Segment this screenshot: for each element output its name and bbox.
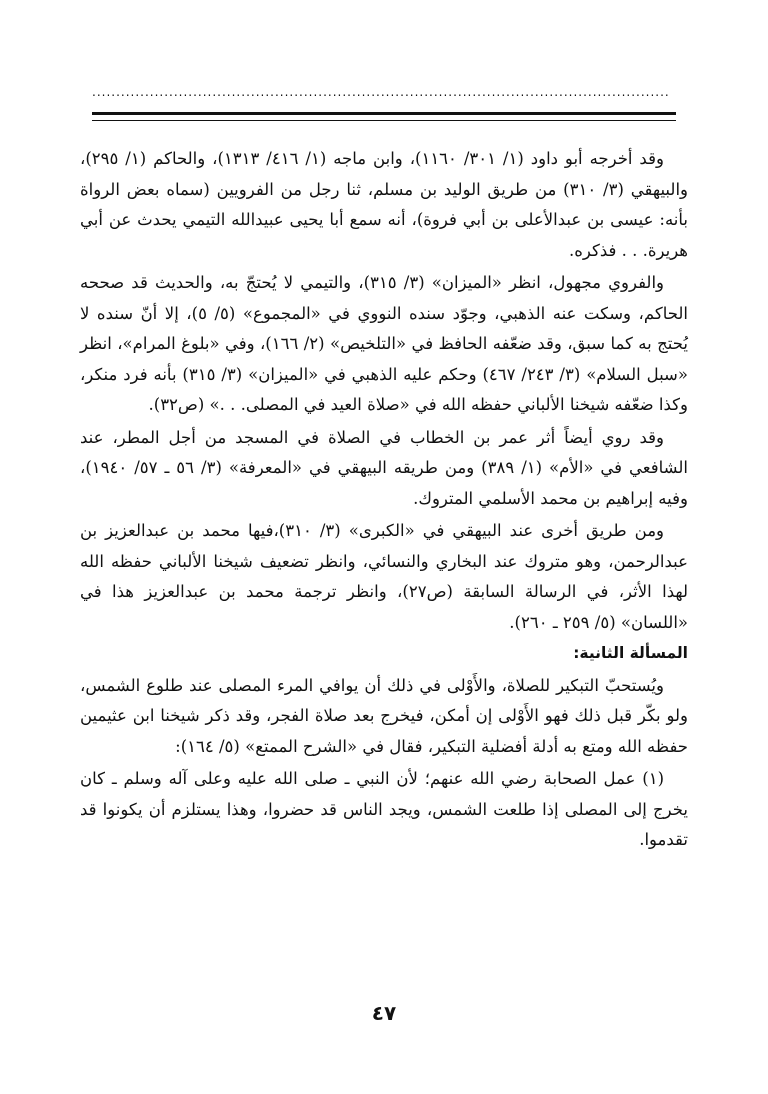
paragraph-5: ويُستحبّ التبكير للصلاة، والأَوْلى في ذلك أن يوافي المرء المصلى عند طلوع الشمس، ولو بكّر قبل ذلك فهو الأَوْلى إن أمكن، فيخرج بعد صلاة الفجر، وقد ذكر شيخنا ابن عثيمين حفظه الله ومتع به أدلة أفضلية التبكير، فقال في «الشرح الممتع» (٥/ ١٦٤): xyxy=(80,675,688,756)
paragraph-3: وقد روي أيضاً أثر عمر بن الخطاب في الصلاة في المسجد من أجل المطر، عند الشافعي في «الأم» (١/ ٣٨٩) ومن طريقه البيهقي في «المعرفة» (٣/ ٥٦ ـ ٥٧/ ١٩٤٠)، وفيه إبراهيم بن محمد الأسلمي المتروك. xyxy=(80,427,689,508)
header-thick-rule xyxy=(92,112,676,115)
paragraph-1: وقد أخرجه أبو داود (١/ ٣٠١/ ١١٦٠)، وابن ماجه (١/ ٤١٦/ ١٣١٣)، والحاكم (١/ ٢٩٥)، والبيهقي (٣/ ٣١٠) من طريق الوليد بن مسلم، ثنا رجل من الفرويين (سماه بعض الرواة بأنه: عيسى بن عبدالأعلى بن أبي فروة)، أنه سمع أبا يحيى عبيدالله التيمي يحدث عن أبي هريرة. . . فذكره. xyxy=(80,149,688,260)
header-dotted-line: ........................................................................................................................ xyxy=(92,86,670,98)
header-thin-rule xyxy=(92,120,676,121)
paragraph-4: ومن طريق أخرى عند البيهقي في «الكبرى» (٣/ ٣١٠)،فيها محمد بن عبدالعزيز بن عبدالرحمن، وهو متروك عند البخاري والنسائي، وانظر تضعيف شيخنا الألباني حفظه الله لهذا الأثر، في الرسالة السابقة (ص٢٧)، وانظر ترجمة محمد بن عبدالعزيز هذا في «اللسان» (٥/ ٢٥٩ ـ ٢٦٠). xyxy=(80,521,689,632)
text-body xyxy=(80,144,688,856)
page-number: ٤٧ xyxy=(371,1001,397,1025)
paragraph-2: والفروي مجهول، انظر «الميزان» (٣/ ٣١٥)، والتيمي لا يُحتجّ به، والحديث قد صححه الحاكم، وسكت عنه الذهبي، وجوّد سنده النووي في «المجموع» (٥/ ٥)، إلا أنّ سنده لا يُحتج به كما سبق، وقد ضعّفه الحافظ في «التلخيص» (٢/ ١٦٦)، وفي «بلوغ المرام»، انظر «سبل السلام» (٣/ ٢٤٣/ ٤٦٧) وحكم عليه الذهبي في «الميزان» (٣/ ٣١٥) بأنه فرد منكر، وكذا ضعّفه شيخنا الألباني حفظه الله في «صلاة العيد في المصلى. . .» (ص٣٢). xyxy=(80,273,689,414)
section-heading: المسألة الثانية: xyxy=(573,644,688,662)
paragraph-6: (١) عمل الصحابة رضي الله عنهم؛ لأن النبي ـ صلى الله عليه وعلى آله وسلم ـ كان يخرج إلى المصلى إذا طلعت الشمس، ويجد الناس قد حضروا، وهذا يستلزم أن يكونوا قد تقدموا. xyxy=(80,769,688,849)
